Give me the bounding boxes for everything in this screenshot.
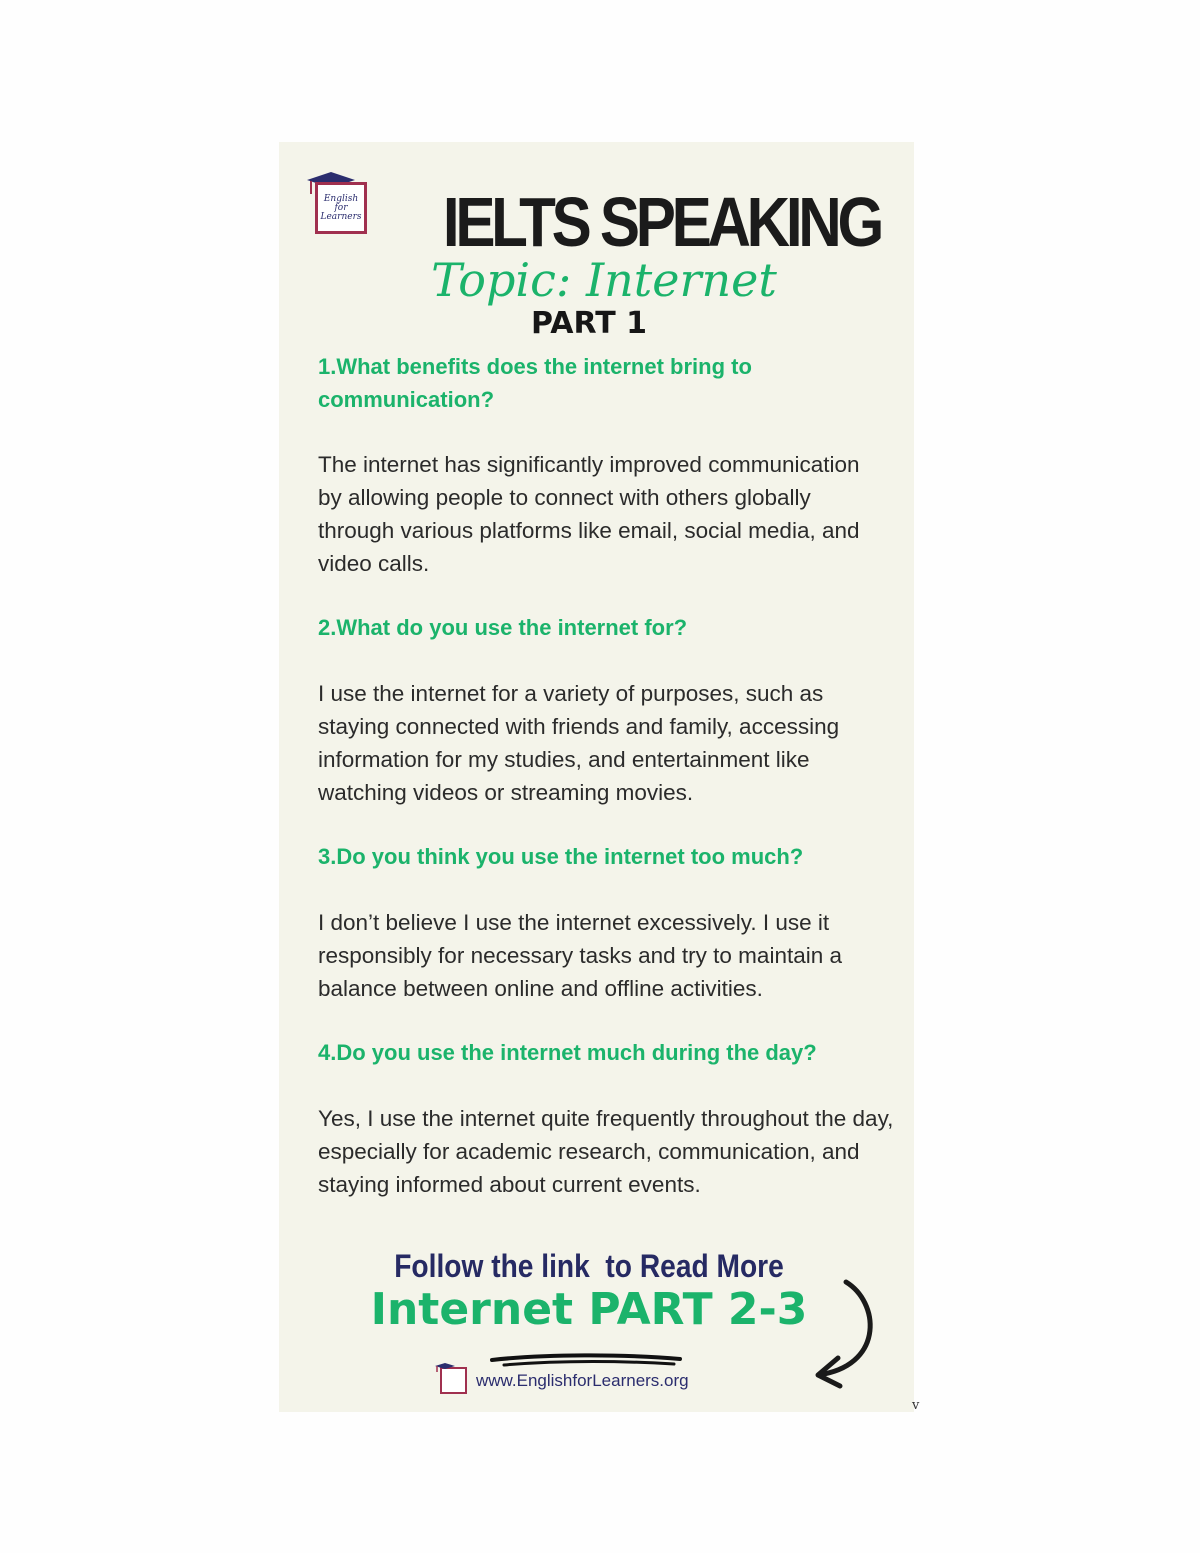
internet-part-link[interactable]: Internet PART 2-3 (370, 1284, 808, 1335)
logo-text-line-3: Learners (320, 211, 362, 222)
follow-link-text: Follow the link to Read More (394, 1248, 784, 1284)
infographic-card (279, 142, 914, 1412)
answer-3: I don’t believe I use the internet excessively. I use it responsibly for necessary tasks and try to maintain a balance between online and offline activities. (318, 910, 842, 1001)
answer-4: Yes, I use the internet quite frequently throughout the day, especially for academic research, communication, and staying informed about current events. (318, 1106, 894, 1197)
graduation-cap-icon (434, 1362, 460, 1372)
answer-1: The internet has significantly improved communication by allowing people to connect with others globally through various platforms like email, social media, and video calls. (318, 452, 860, 576)
stray-mark: v (912, 1398, 920, 1413)
logo-text-line-1: English (323, 193, 359, 204)
footer-logo (434, 1362, 470, 1396)
question-4: 4.Do you use the internet much during the day? (318, 1040, 817, 1065)
answer-2: I use the internet for a variety of purposes, such as staying connected with friends and family, accessing information for my studies, and entertainment like watching videos or streaming movies. (318, 681, 840, 805)
footer (434, 1362, 754, 1398)
logo-text-line-2: for (334, 202, 348, 213)
question-2: 2.What do you use the internet for? (318, 615, 688, 640)
curved-arrow-icon (804, 1272, 884, 1392)
english-for-learners-logo (301, 170, 375, 240)
question-3: 3.Do you think you use the internet too much? (318, 844, 804, 869)
website-link[interactable]: www.EnglishforLearners.org (476, 1371, 689, 1390)
logo-box (315, 182, 367, 234)
topic-subtitle: Topic: Internet (431, 253, 777, 307)
page-title: IELTS SPEAKING (442, 183, 880, 261)
question-1: 1.What benefits does the internet bring to communication? (318, 354, 752, 412)
part-label: PART 1 (531, 306, 647, 341)
